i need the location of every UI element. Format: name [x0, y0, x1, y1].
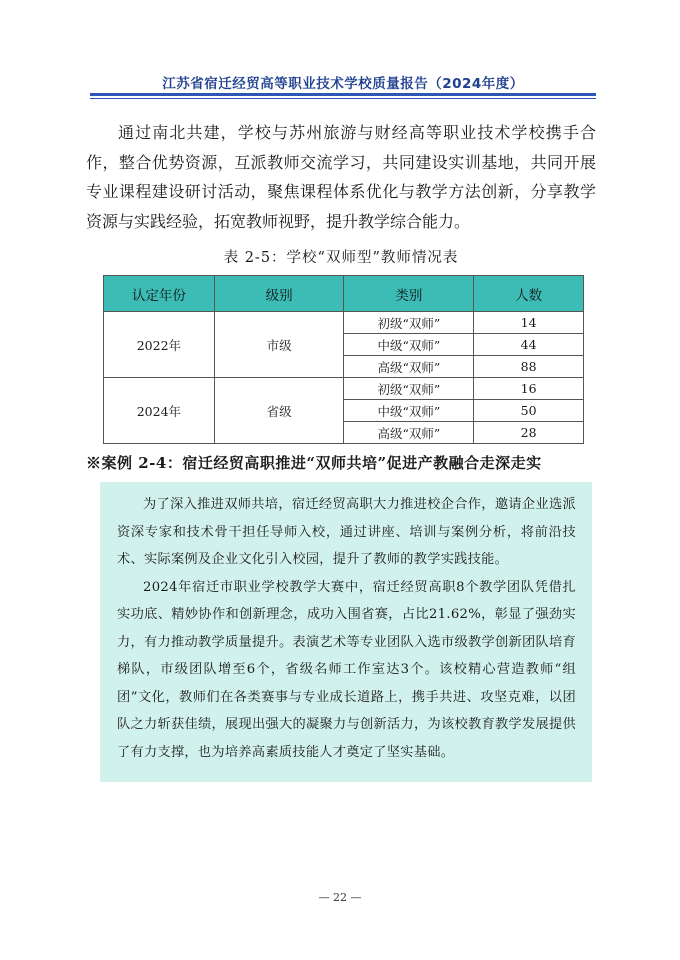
table-row	[104, 378, 584, 400]
column-header-year: 认定年份	[104, 276, 215, 312]
count-cell: 88	[474, 356, 584, 378]
count-cell: 50	[474, 400, 584, 422]
table-row	[104, 312, 584, 334]
level-cell: 省级	[214, 378, 344, 444]
column-header-level: 级别	[214, 276, 344, 312]
header-rule-thick	[90, 93, 596, 96]
case-paragraph-2: 2024年宿迁市职业学校教学大赛中，宿迁经贸高职8个教学团队凭借扎实功底、精妙协作和创新理念，成功入围省赛，占比21.62%，彰显了强劲实力，有力推动教学质量提升。表演艺术等专业团队入选市级教学创新团队培育梯队，市级团队增至6个，省级名师工作室达3个。该校精心营造教师“组团”文化，教师们在各类赛事与专业成长道路上，携手共进、攻坚克难，以团队之力斩获佳绩，展现出强大的凝聚力与创新活力，为该校教育教学发展提供了有力支撑，也为培养高素质技能人才奠定了坚实基础。	[117, 579, 576, 760]
table-caption: 表 2-5：学校“双师型”教师情况表	[223, 250, 459, 266]
category-cell: 中级“双师”	[344, 334, 474, 356]
case-study-title: ※案例 2-4：宿迁经贸高职推进“双师共培”促进产教融合走深走实	[86, 454, 542, 472]
year-cell: 2022年	[104, 312, 215, 378]
count-cell: 14	[474, 312, 584, 334]
category-cell: 中级“双师”	[344, 400, 474, 422]
column-header-count: 人数	[474, 276, 584, 312]
case-study-box	[100, 482, 592, 782]
level-cell: 市级	[214, 312, 344, 378]
year-cell: 2024年	[104, 378, 215, 444]
header-rule-thin	[90, 98, 596, 99]
category-cell: 初级“双师”	[344, 312, 474, 334]
category-cell: 初级“双师”	[344, 378, 474, 400]
intro-paragraph: 通过南北共建，学校与苏州旅游与财经高等职业技术学校携手合作，整合优势资源，互派教师交流学习，共同建设实训基地，共同开展专业课程建设研讨活动，聚焦课程体系优化与教学方法创新，分享教学资源与实践经验，拓宽教师视野，提升教学综合能力。	[86, 123, 596, 231]
count-cell: 16	[474, 378, 584, 400]
page-number: — 22 —	[318, 891, 362, 904]
count-cell: 44	[474, 334, 584, 356]
case-paragraph-1: 为了深入推进双师共培，宿迁经贸高职大力推进校企合作，邀请企业选派资深专家和技术骨干担任导师入校，通过讲座、培训与案例分析，将前沿技术、实际案例及企业文化引入校园，提升了教师的教学实践技能。	[117, 497, 576, 567]
double-qualified-teacher-table	[103, 275, 584, 444]
category-cell: 高级“双师”	[344, 356, 474, 378]
column-header-category: 类别	[344, 276, 474, 312]
count-cell: 28	[474, 422, 584, 444]
category-cell: 高级“双师”	[344, 422, 474, 444]
table-header-row	[104, 276, 584, 312]
running-header: 江苏省宿迁经贸高等职业技术学校质量报告（2024年度）	[162, 76, 524, 92]
